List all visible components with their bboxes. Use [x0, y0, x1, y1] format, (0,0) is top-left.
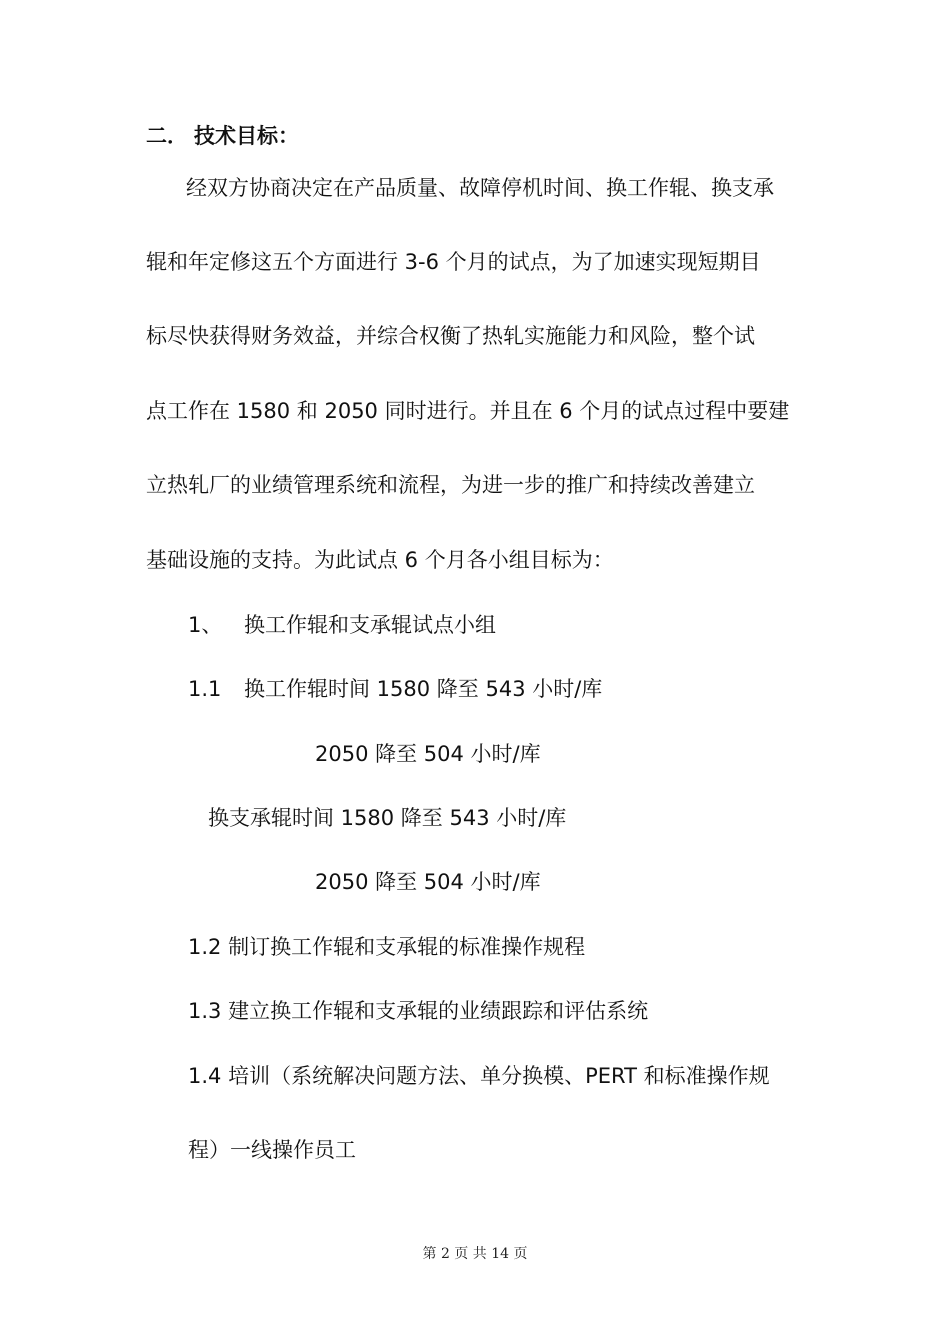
section-number: 二．: [146, 124, 188, 148]
list-item-1-1-line-2: 2050 降至 504 小时/库: [315, 742, 541, 766]
section-title: 技术目标：: [194, 124, 299, 148]
section-heading: [146, 122, 299, 150]
list-item-1-1-line-4: 2050 降至 504 小时/库: [315, 870, 541, 894]
list-item-label: 换工作辊和支承辊试点小组: [244, 613, 496, 637]
page-footer: 第 2 页 共 14 页: [422, 1246, 528, 1262]
list-item-1-4-continuation: 程）一线操作员工: [188, 1138, 356, 1162]
paragraph-line: 经双方协商决定在产品质量、故障停机时间、换工作辊、换支承: [186, 176, 774, 200]
list-item-label: 换工作辊时间 1580 降至 543 小时/库: [244, 677, 603, 701]
list-item-1-4: 1.4 培训（系统解决问题方法、单分换模、PERT 和标准操作规: [188, 1064, 770, 1088]
paragraph-line: 点工作在 1580 和 2050 同时进行。并且在 6 个月的试点过程中要建: [146, 399, 790, 423]
list-item-number: 1.1: [188, 677, 222, 701]
list-item-1-1: [188, 675, 602, 703]
list-item-1-3: 1.3 建立换工作辊和支承辊的业绩跟踪和评估系统: [188, 999, 649, 1023]
list-item-1: [188, 611, 496, 639]
list-item-1-2: 1.2 制订换工作辊和支承辊的标准操作规程: [188, 935, 586, 959]
list-item-1-1-line-3: 换支承辊时间 1580 降至 543 小时/库: [208, 806, 567, 830]
paragraph-line: 立热轧厂的业绩管理系统和流程，为进一步的推广和持续改善建立: [146, 473, 755, 497]
paragraph-line: 辊和年定修这五个方面进行 3-6 个月的试点，为了加速实现短期目: [146, 250, 761, 274]
list-item-number: 1、: [188, 613, 223, 637]
paragraph-line: 基础设施的支持。为此试点 6 个月各小组目标为：: [146, 548, 614, 572]
paragraph-line: 标尽快获得财务效益，并综合权衡了热轧实施能力和风险，整个试: [146, 324, 755, 348]
